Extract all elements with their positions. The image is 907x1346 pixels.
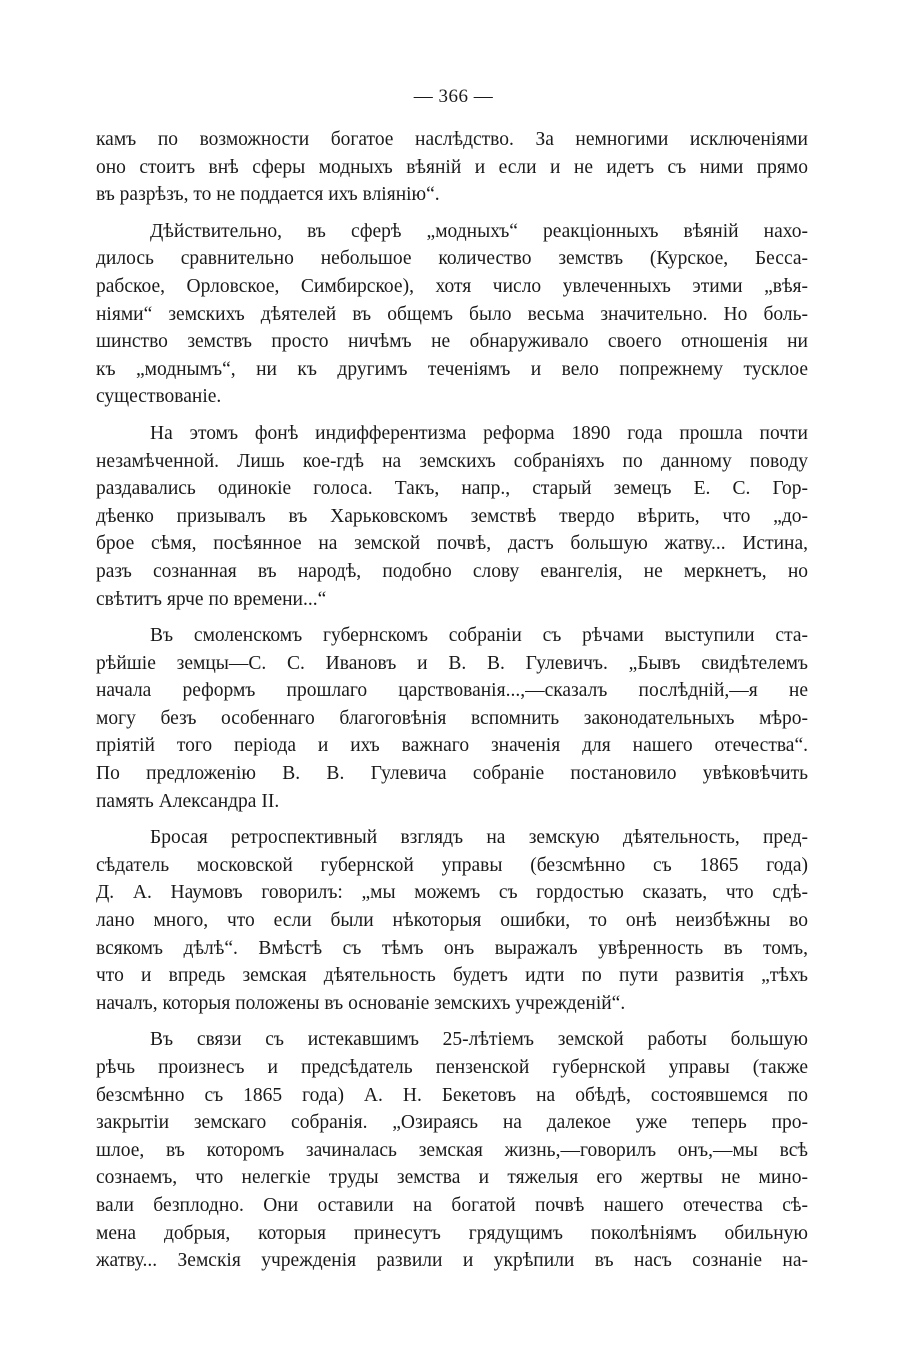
paragraph bbox=[96, 1026, 808, 1274]
text-line: шлое, въ которомъ зачиналась земская жизнь,—говорилъ онъ,—мы всѣ bbox=[96, 1139, 808, 1161]
text-line: По предложенію В. В. Гулевича собраніе постановило увѣковѣчить bbox=[96, 763, 808, 785]
text-line: дилось сравнительно небольшое количество земствъ (Курское, Бесса- bbox=[96, 248, 808, 270]
text-line: На этомъ фонѣ индифферентизма реформа 1890 года прошла почти bbox=[150, 422, 808, 444]
text-line: рѣйшіе земцы—С. С. Ивановъ и В. В. Гулевичъ. „Бывъ свидѣтелемъ bbox=[96, 652, 808, 674]
text-line: жатву... Земскія учрежденія развили и укрѣпили въ насъ сознаніе на- bbox=[96, 1250, 808, 1272]
text-line: къ „моднымъ“, ни къ другимъ теченіямъ и вело попрежнему тусклое bbox=[96, 358, 808, 380]
text-line: Въ связи съ истекавшимъ 25-лѣтіемъ земской работы большую bbox=[150, 1029, 808, 1051]
text-line: вали безплодно. Они оставили на богатой почвѣ нашего отечества сѣ- bbox=[96, 1194, 808, 1216]
text-line: ніями“ земскихъ дѣятелей въ общемъ было весьма значительно. Но боль- bbox=[96, 303, 808, 325]
paragraph bbox=[96, 218, 808, 411]
text-line: память Александра II. bbox=[96, 790, 280, 812]
text-line: Дѣйствительно, въ сферѣ „модныхъ“ реакціонныхъ вѣяній нахо- bbox=[150, 220, 808, 242]
text-line: камъ по возможности богатое наслѣдство. За немногими исключеніями bbox=[96, 129, 808, 150]
text-line: существованіе. bbox=[96, 386, 222, 408]
text-line: рабское, Орловское, Симбирское), хотя число увлеченныхъ этими „вѣя- bbox=[96, 275, 808, 297]
text-line: разъ сознанная въ народѣ, подобно слову евангелія, не меркнетъ, но bbox=[96, 560, 808, 582]
text-line: оно стоитъ внѣ сферы модныхъ вѣяній и если и не идетъ съ ними прямо bbox=[96, 156, 808, 178]
text-line: Бросая ретроспективный взглядъ на земскую дѣятельность, пред- bbox=[150, 827, 808, 849]
paragraph bbox=[96, 824, 808, 1017]
text-line: мена добрыя, которыя принесутъ грядущимъ поколѣніямъ обильную bbox=[96, 1222, 808, 1244]
text-line: брое сѣмя, посѣянное на земской почвѣ, дастъ большую жатву... Истина, bbox=[96, 533, 808, 555]
text-line: началъ, которыя положены въ основаніе земскихъ учрежденій“. bbox=[96, 992, 626, 1014]
page-number: — 366 — bbox=[413, 86, 494, 107]
paragraph bbox=[96, 420, 808, 613]
text-line: шинство земствъ просто ничѣмъ не обнаруживало своего отношенія ни bbox=[96, 331, 808, 353]
text-line: лано много, что если были нѣкоторыя ошибки, то онѣ неизбѣжны во bbox=[96, 910, 808, 932]
text-line: незамѣченной. Лишь кое-гдѣ на земскихъ собраніяхъ по данному поводу bbox=[96, 450, 808, 472]
text-line: свѣтитъ ярче по времени...“ bbox=[96, 588, 327, 610]
paragraph bbox=[96, 622, 808, 815]
text-line: сѣдатель московской губернской управы (безсмѣнно съ 1865 года) bbox=[96, 854, 808, 876]
text-line: въ разрѣзъ, то не поддается ихъ вліянію“. bbox=[96, 184, 440, 206]
text-line: всякомъ дѣлѣ“. Вмѣстѣ съ тѣмъ онъ выражалъ увѣренность въ томъ, bbox=[96, 937, 808, 959]
paragraph bbox=[96, 126, 808, 209]
text-line: дѣенко призывалъ въ Харьковскомъ земствѣ твердо вѣрить, что „до- bbox=[96, 505, 808, 527]
text-line: Въ смоленскомъ губернскомъ собраніи съ рѣчами выступили ста- bbox=[150, 625, 808, 647]
text-line: могу безъ особеннаго благоговѣнія вспомнить законодательныхъ мѣро- bbox=[96, 707, 808, 729]
text-line: раздавались одинокіе голоса. Такъ, напр., старый земецъ Е. С. Гор- bbox=[96, 478, 808, 500]
text-line: безсмѣнно съ 1865 года) А. Н. Бекетовъ на обѣдѣ, состоявшемся по bbox=[96, 1084, 808, 1106]
text-line: сознаемъ, что нелегкіе труды земства и тяжелыя его жертвы не мино- bbox=[96, 1167, 808, 1189]
text-line: рѣчь произнесъ и предсѣдатель пензенской губернской управы (также bbox=[96, 1057, 808, 1078]
text-line: Д. А. Наумовъ говорилъ: „мы можемъ съ гордостью сказать, что сдѣ- bbox=[96, 882, 808, 904]
body-text bbox=[96, 126, 808, 1284]
text-line: начала реформъ прошлаго царствованія...,—сказалъ послѣдній,—я не bbox=[96, 680, 808, 702]
text-line: закрытіи земскаго собранія. „Озираясь на далекое уже теперь про- bbox=[96, 1112, 808, 1134]
text-line: пріятій того періода и ихъ важнаго значенія для нашего отечества“. bbox=[96, 735, 808, 757]
text-line: что и впредь земская дѣятельность будетъ идти по пути развитія „тѣхъ bbox=[96, 965, 808, 987]
